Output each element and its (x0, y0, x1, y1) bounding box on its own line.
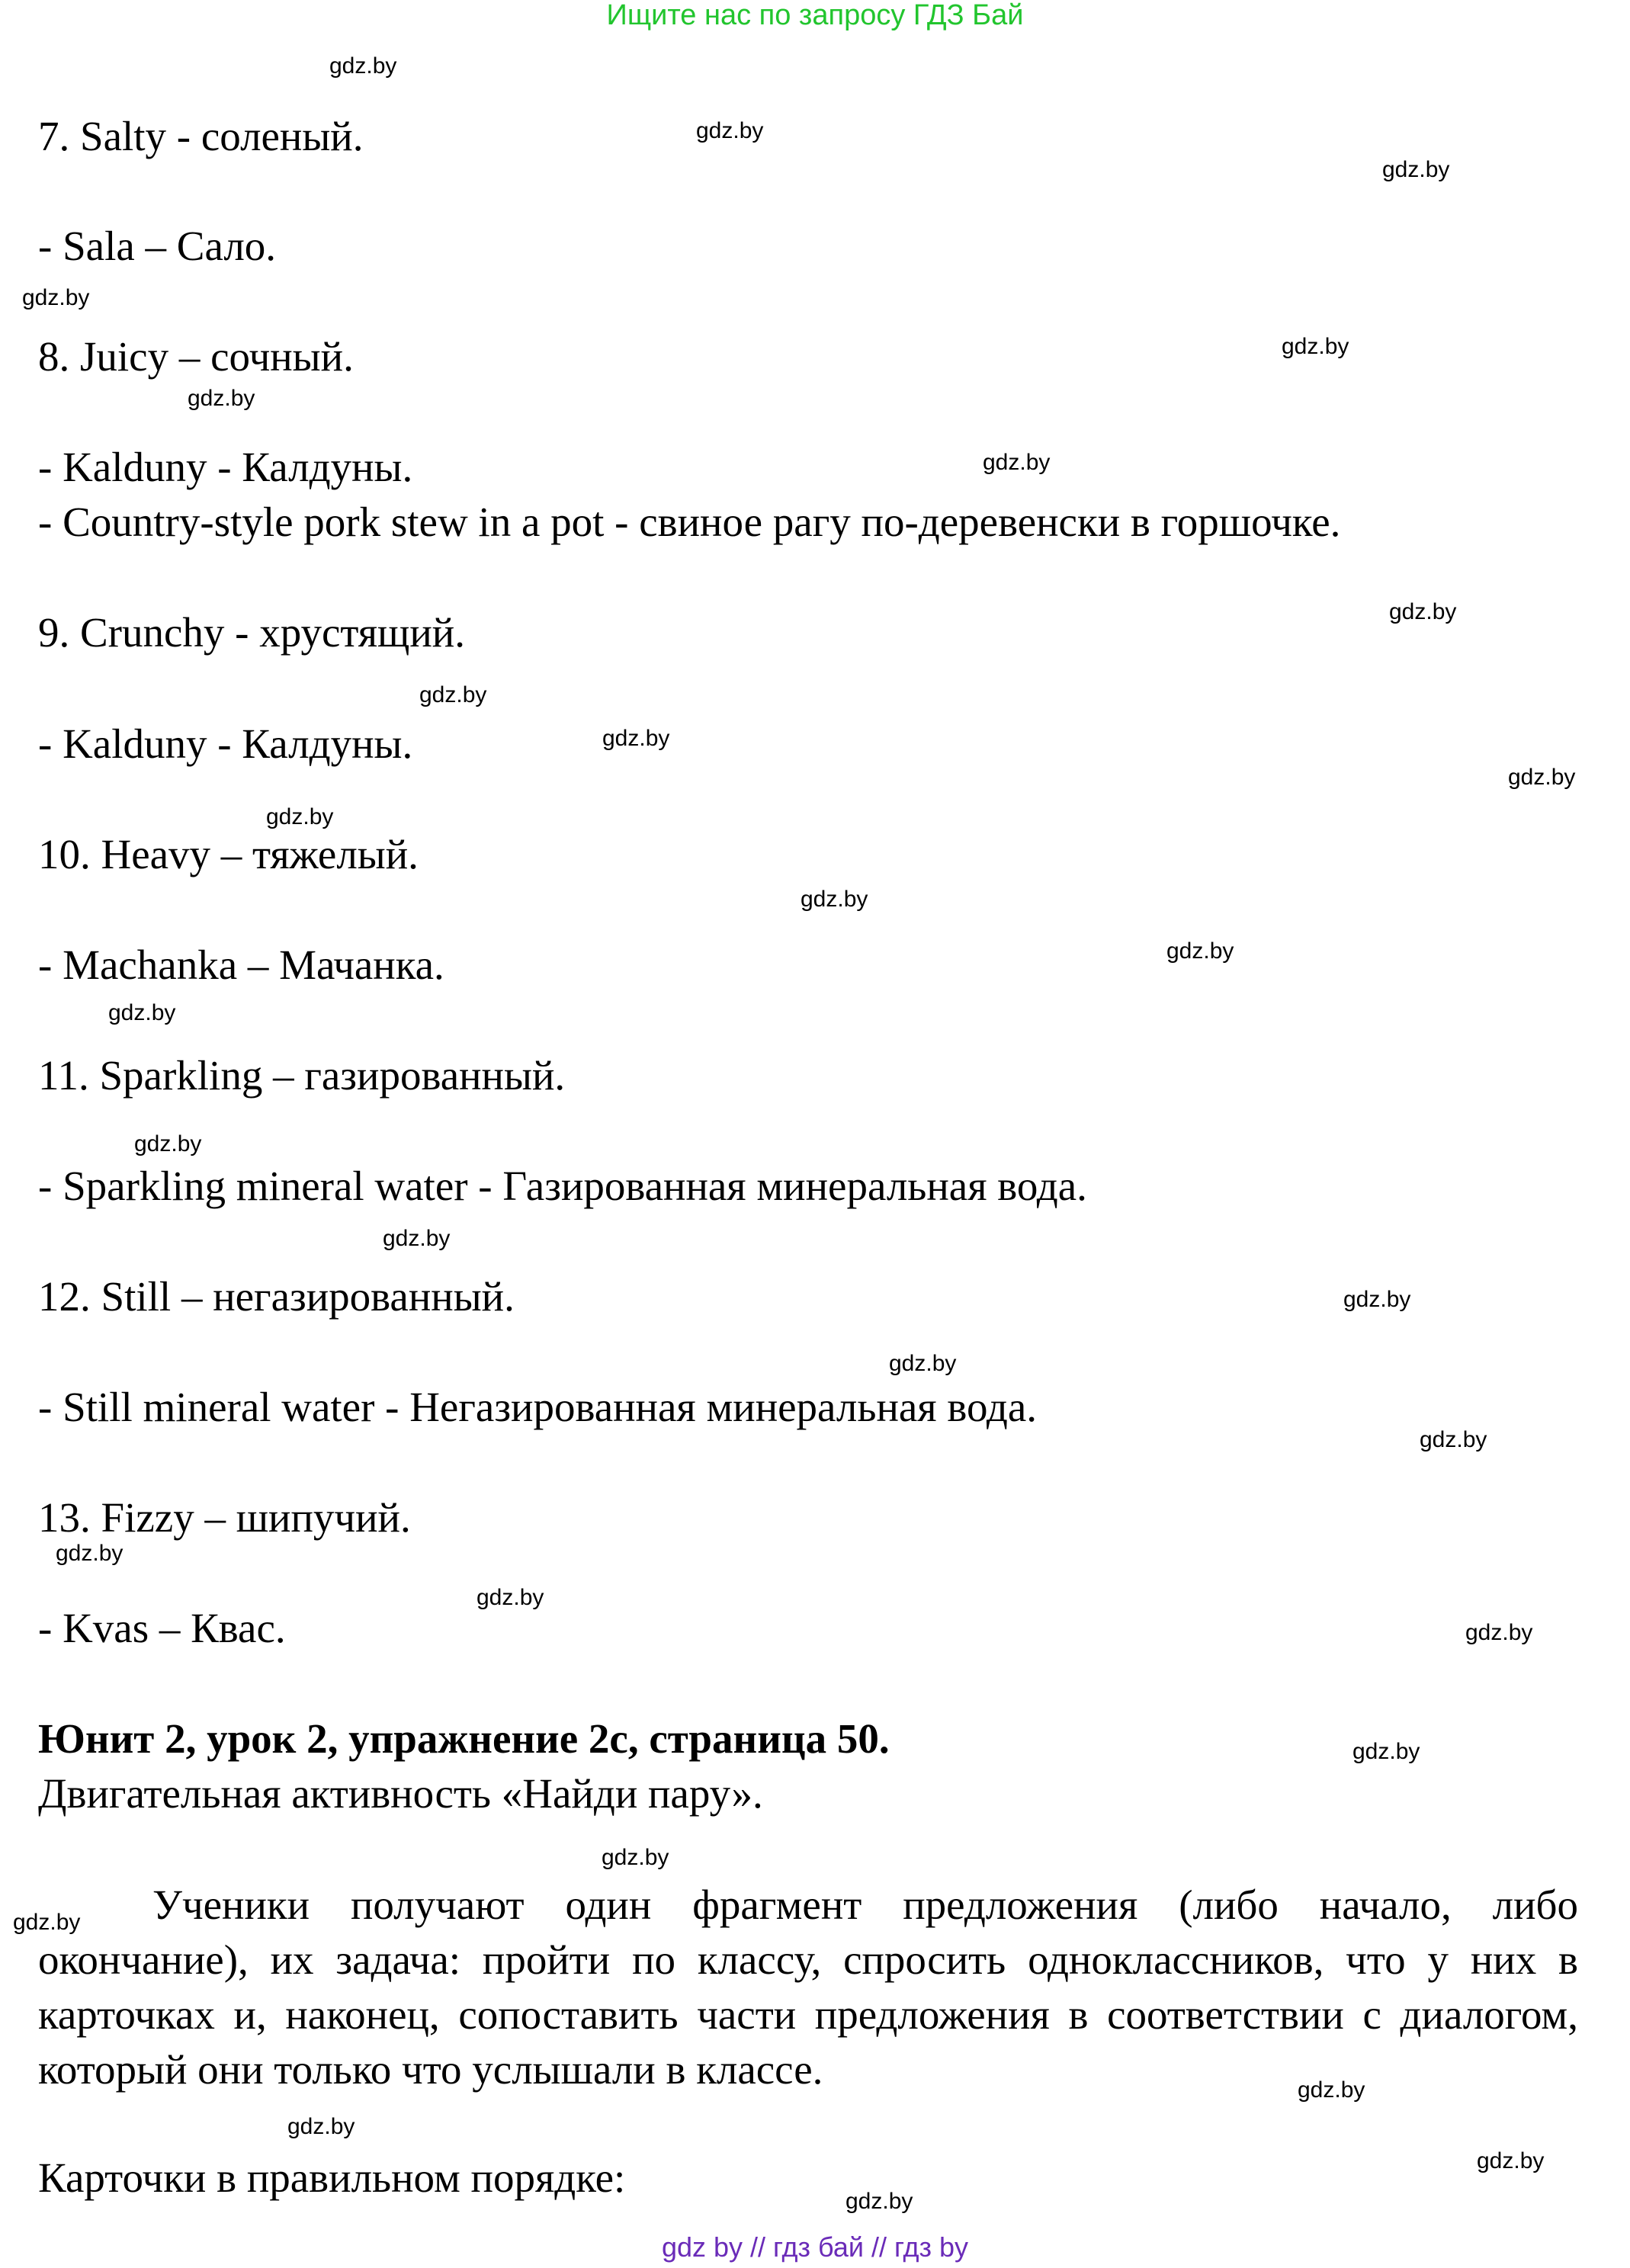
watermark: gdz.by (1298, 2077, 1365, 2103)
watermark: gdz.by (889, 1351, 957, 1376)
watermark: gdz.by (287, 2114, 355, 2139)
watermark: gdz.by (1282, 334, 1349, 359)
watermark: gdz.by (983, 450, 1051, 475)
watermark: gdz.by (13, 1910, 81, 1935)
item-11-example: - Sparkling mineral water - Газированная минеральная вода. (38, 1163, 1087, 1209)
watermark: gdz.by (1465, 1620, 1533, 1645)
watermark: gdz.by (1166, 938, 1234, 964)
watermark: gdz.by (476, 1585, 544, 1610)
watermark: gdz.by (266, 804, 334, 829)
watermark: gdz.by (134, 1131, 202, 1156)
item-7-example: - Sala – Сало. (38, 223, 277, 269)
paragraph-line-3: карточках и, наконец, сопоставить части предложения в соответствии с диалогом, (38, 1991, 1578, 2038)
watermark: gdz.by (188, 386, 255, 411)
item-9-example: - Kalduny - Калдуны. (38, 720, 413, 767)
watermark: gdz.by (108, 1000, 176, 1025)
watermark: gdz.by (1382, 157, 1450, 182)
watermark: gdz.by (602, 726, 670, 751)
item-7-title: 7. Salty - соленый. (38, 113, 364, 159)
watermark: gdz.by (1420, 1427, 1487, 1452)
item-8-title: 8. Juicy – сочный. (38, 333, 354, 380)
item-10-title: 10. Heavy – тяжелый. (38, 831, 419, 877)
watermark: gdz.by (1508, 765, 1576, 790)
item-12-example: - Still mineral water - Негазированная минеральная вода. (38, 1384, 1038, 1430)
watermark: gdz.by (845, 2189, 913, 2214)
item-8-example-1: - Kalduny - Калдуны. (38, 444, 413, 490)
paragraph-line-2: окончание), их задача: пройти по классу, спросить одноклассников, что у них в (38, 1936, 1578, 1983)
watermark: gdz.by (1352, 1739, 1420, 1764)
watermark: gdz.by (22, 285, 90, 310)
watermark: gdz.by (1477, 2148, 1545, 2173)
item-10-example: - Machanka – Мачанка. (38, 942, 444, 988)
watermark: gdz.by (419, 682, 487, 707)
item-9-title: 9. Crunchy - хрустящий. (38, 609, 465, 656)
paragraph-line-4: который они только что услышали в классе. (38, 2046, 823, 2093)
section-heading: Юнит 2, урок 2, упражнение 2с, страница 50. (38, 1715, 890, 1762)
watermark: gdz.by (56, 1541, 124, 1566)
item-12-title: 12. Still – негазированный. (38, 1273, 515, 1320)
watermark: gdz.by (696, 118, 764, 143)
top-banner: Ищите нас по запросу ГДЗ Бай (606, 0, 1024, 31)
watermark: gdz.by (1343, 1287, 1411, 1312)
bottom-banner: gdz by // гдз бай // гдз by (661, 2231, 969, 2263)
paragraph-line-1: Ученики получают один фрагмент предложения (либо начало, либо (152, 1881, 1578, 1928)
section-subtitle: Двигательная активность «Найди пару». (38, 1770, 763, 1817)
item-13-example: - Kvas – Квас. (38, 1605, 286, 1651)
item-11-title: 11. Sparkling – газированный. (38, 1052, 566, 1099)
watermark: gdz.by (602, 1845, 669, 1870)
section-paragraph (38, 1878, 1578, 2097)
watermark: gdz.by (801, 887, 868, 912)
cards-label: Карточки в правильном порядке: (38, 2154, 626, 2201)
watermark: gdz.by (383, 1226, 451, 1251)
watermark: gdz.by (1389, 599, 1457, 624)
watermark: gdz.by (329, 53, 397, 79)
item-8-example-2: - Country-style pork stew in a pot - свиное рагу по-деревенски в горшочке. (38, 499, 1341, 545)
item-13-title: 13. Fizzy – шипучий. (38, 1494, 411, 1541)
